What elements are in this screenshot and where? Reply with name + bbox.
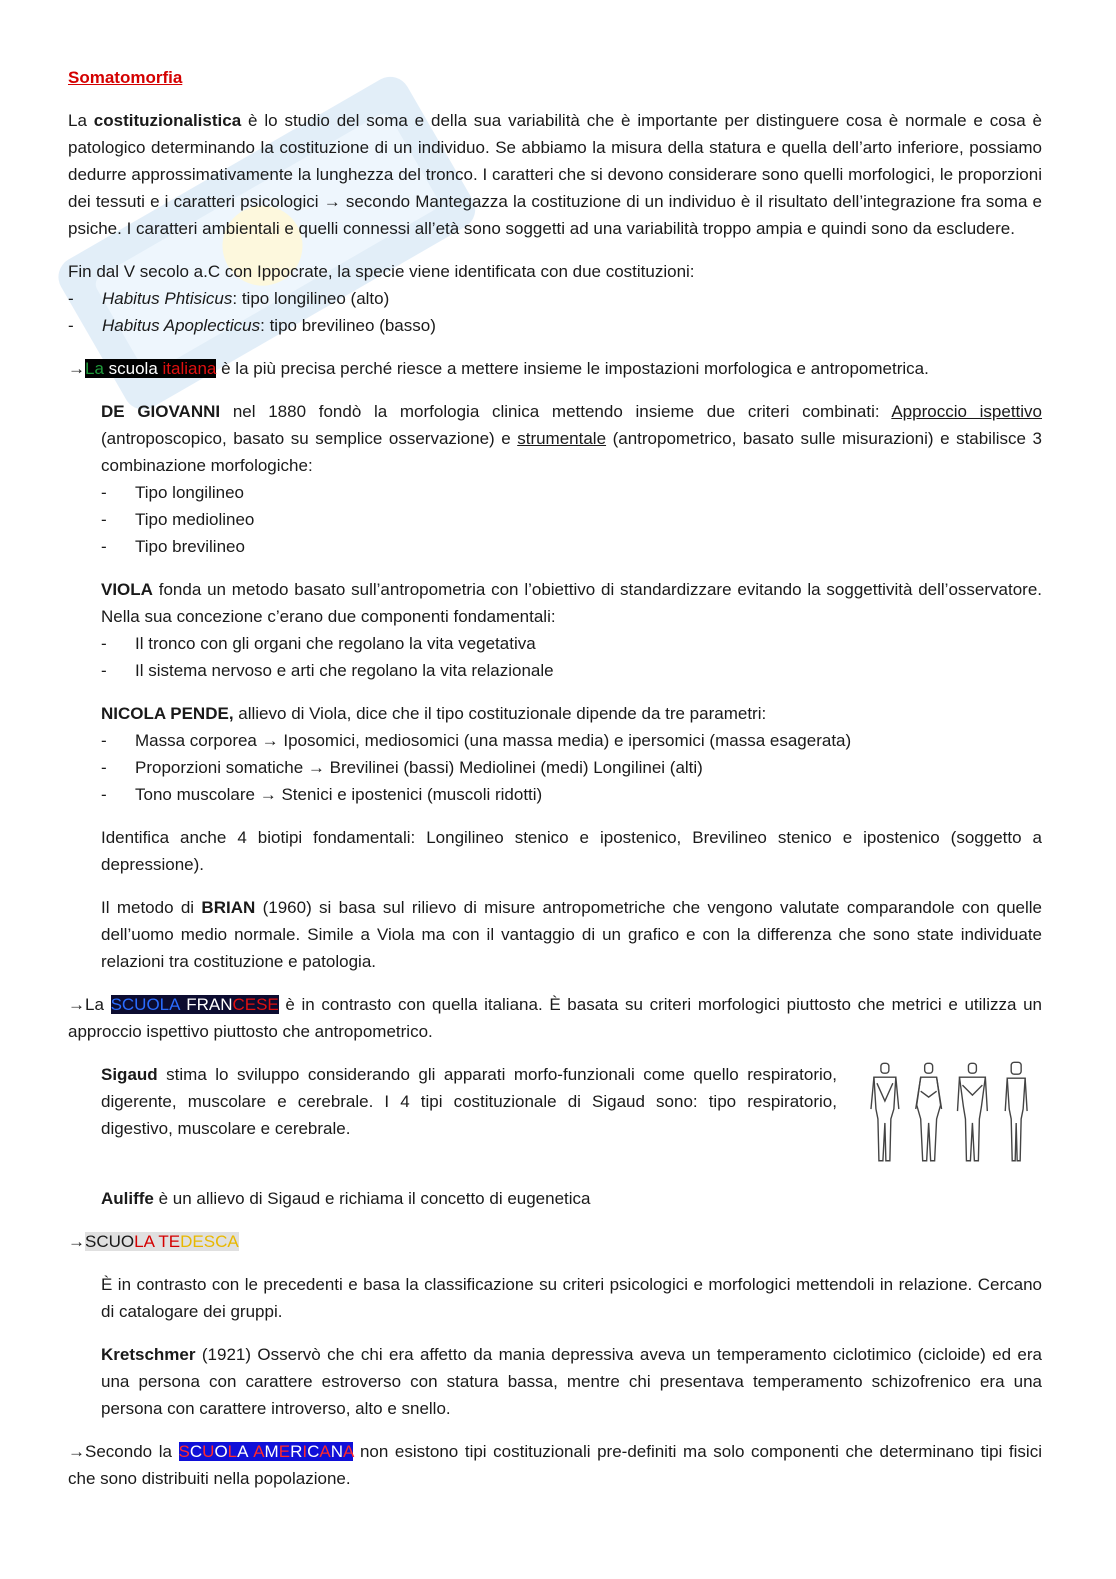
tipi-list bbox=[101, 479, 1042, 560]
list-item: - Tono muscolare → Stenici e ipostenici (muscoli ridotti) bbox=[101, 781, 1042, 808]
brian-paragraph: Il metodo di BRIAN (1960) si basa sul rilievo di misure antropometriche che vengono valutate comparandole con quelle dell’uomo medio normale. Simile a Viola ma con il vantaggio di un grafico e con la differenza che sono state individuate relazioni tra costituzione e patologia. bbox=[101, 898, 1042, 971]
scuola-tedesca-section bbox=[68, 1271, 1042, 1422]
scuola-tedesca-heading bbox=[68, 1228, 1042, 1255]
term-costituzionalistica: costituzionalistica bbox=[93, 111, 242, 130]
tedesca-paragraph: È in contrasto con le precedenti e basa la classificazione su criteri psicologici e morfologici mettendoli in relazione. Cercano di catalogare dei gruppi. bbox=[101, 1275, 1042, 1321]
scuola-italiana-heading: →La scuola italiana è la più precisa perché riesce a mettere insieme le impostazioni morfologica e antropometrica. bbox=[68, 359, 929, 378]
scuola-francese-label: SCUOLA FRANCESE bbox=[110, 995, 279, 1014]
arrow-icon: → bbox=[68, 995, 85, 1014]
scuola-italiana-section bbox=[68, 398, 1042, 975]
list-item: - Massa corporea → Iposomici, mediosomici (una massa media) e ipersomici (massa esagerata) bbox=[101, 727, 1042, 754]
ippocrate-paragraph: Fin dal V secolo a.C con Ippocrate, la specie viene identificata con due costituzioni: bbox=[68, 262, 695, 281]
kretschmer-paragraph: Kretschmer (1921) Osservò che chi era affetto da mania depressiva aveva un temperamento ciclotimico (cicloide) ed era una persona con carattere estroverso con statura bassa, mentre chi presentava temperamento schizofrenico era una persona con carattere introverso, alto e snello. bbox=[101, 1345, 1042, 1418]
scuola-americana-label: SCUOLA AMERICANA bbox=[178, 1442, 354, 1461]
body-type-cerebral bbox=[1005, 1062, 1027, 1160]
habitus-list bbox=[68, 285, 1042, 339]
scuola-francese-heading: →La SCUOLA FRANCESE è in contrasto con quella italiana. È basata su criteri morfologici piuttosto che metrici e utilizza un approccio ispettivo piuttosto che antropometrico. bbox=[68, 995, 1042, 1041]
document-page bbox=[68, 64, 1042, 1492]
body-type-digestive bbox=[916, 1063, 942, 1160]
arrow-icon: → bbox=[68, 359, 85, 378]
pende-paragraph: NICOLA PENDE, allievo di Viola, dice che il tipo costituzionale dipende da tre parametri: bbox=[101, 704, 767, 723]
list-item: - Habitus Phtisicus: tipo longilineo (alto) bbox=[68, 285, 1042, 312]
arrow-icon: → bbox=[68, 1232, 85, 1251]
pende-list bbox=[101, 727, 1042, 808]
body-type-muscular bbox=[957, 1063, 987, 1160]
list-item: - Il tronco con gli organi che regolano la vita vegetativa bbox=[101, 630, 1042, 657]
list-item: - Habitus Apoplecticus: tipo brevilineo (basso) bbox=[68, 312, 1042, 339]
arrow-icon: → bbox=[307, 758, 325, 777]
auliffe-paragraph: Auliffe è un allievo di Sigaud e richiama il concetto di eugenetica bbox=[101, 1189, 591, 1208]
arrow-icon: → bbox=[68, 1442, 85, 1461]
sigaud-body-types-figure bbox=[865, 1061, 1042, 1169]
scuola-americana-paragraph: →Secondo la SCUOLA AMERICANA non esistono tipi costituzionali pre-definiti ma solo componenti che determinano tipi fisici che sono distribuiti nella popolazione. bbox=[68, 1442, 1042, 1488]
scuola-italiana-label: La scuola italiana bbox=[85, 359, 217, 378]
intro-paragraph: La costituzionalistica è lo studio del soma e della sua variabilità che è importante per distinguere cosa è normale e cosa è patologico determinando la costituzione di un individuo. Se abbiamo la misura della statura e quella dell’arto inferiore, possiamo dedurre approssimativamente la lunghezza del tronco. I caratteri che si devono considerare sono quelli morfologici, le proporzioni dei tessuti e i caratteri psicologici → secondo Mantegazza la costituzione di un individuo è il risultato dell’integrazione fra soma e psiche. I caratteri ambientali e quelli connessi all’età sono soggetti ad una variabilità troppo ampia e quindi sono da escludere. bbox=[68, 111, 1042, 238]
arrow-icon: → bbox=[259, 785, 277, 804]
list-item: - Proporzioni somatiche → Brevilinei (bassi) Mediolinei (medi) Longilinei (alti) bbox=[101, 754, 1042, 781]
de-giovanni-paragraph: DE GIOVANNI nel 1880 fondò la morfologia clinica mettendo insieme due criteri combinati: Approccio ispettivo (antroposcopico, basato su semplice osservazione) e strumentale (antropometrico, basato sulle misurazioni) e stabilisce 3 combinazione morfologiche: bbox=[101, 402, 1043, 475]
sigaud-paragraph: Sigaud stima lo sviluppo considerando gli apparati morfo-funzionali come quello respiratorio, digerente, muscolare e cerebrale. I 4 tipi costituzionale di Sigaud sono: tipo respiratorio, digestivo, muscolare e cerebrale. bbox=[101, 1065, 837, 1138]
page-title: Somatomorfia bbox=[68, 68, 183, 87]
biotipi-paragraph: Identifica anche 4 biotipi fondamentali: Longilineo stenico e ipostenico, Brevilineo stenico e ipostenico (soggetto a depressione). bbox=[101, 828, 1042, 874]
viola-paragraph: VIOLA fonda un metodo basato sull’antropometria con l’obiettivo di standardizzare evitando la soggettività dell’osservatore. Nella sua concezione c’erano due componenti fondamentali: bbox=[101, 580, 1042, 626]
list-item: - Tipo longilineo bbox=[101, 479, 1042, 506]
scuola-tedesca-label: SCUOLA TEDESCA bbox=[85, 1232, 239, 1251]
body-type-respiratory bbox=[871, 1063, 899, 1160]
scuola-francese-section bbox=[68, 1061, 1042, 1212]
list-item: - Tipo brevilineo bbox=[101, 533, 1042, 560]
list-item: - Il sistema nervoso e arti che regolano la vita relazionale bbox=[101, 657, 1042, 684]
list-item: - Tipo mediolineo bbox=[101, 506, 1042, 533]
viola-list bbox=[101, 630, 1042, 684]
arrow-icon: → bbox=[261, 731, 279, 750]
